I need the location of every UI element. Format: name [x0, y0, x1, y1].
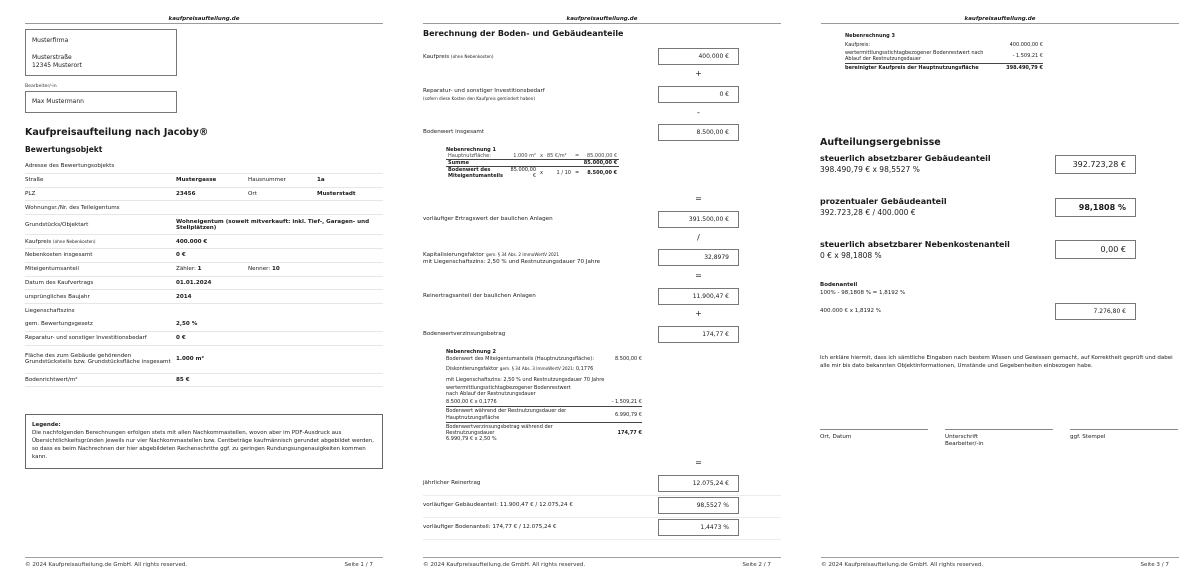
row-label: Nebenkosten insgesamt: [25, 252, 93, 259]
nebenrechnung-2: [446, 349, 642, 442]
street-value: Mustergasse: [176, 177, 217, 184]
row-label: Hausnummer: [248, 177, 286, 184]
page-footer: [821, 557, 1179, 568]
nr1-hnf-result: 85.000,00 €: [586, 153, 618, 159]
sig-label-2: Bearbeiter/-in: [945, 441, 984, 447]
plus-operator: +: [695, 309, 702, 318]
kapfaktor-label: [423, 251, 600, 266]
interest-rate-value: 2,50 %: [176, 321, 198, 328]
nr2-bw-rnd-label: Bodenwert während der Restnutzungsdauer der Hauptnutzungsfläche: [446, 408, 567, 421]
page-number: Seite 3 / 7: [1140, 562, 1169, 568]
row-label: Grundstücks/Objektart: [25, 221, 89, 228]
denominator-value: 10: [272, 266, 280, 273]
reinertrag-value: 12.075,24 €: [658, 475, 739, 492]
row-label: Liegenschaftszins: [25, 308, 75, 315]
table-row: [25, 188, 383, 202]
numerator-value: 1: [197, 266, 202, 273]
page-header-brand: kaufpreisaufteilung.de: [821, 15, 1179, 24]
proz-label: prozentualer Gebäudeanteil: [820, 197, 947, 206]
page-header-brand: kaufpreisaufteilung.de: [25, 15, 383, 24]
calculation-title: Berechnung der Boden- und Gebäudeanteile: [423, 29, 624, 38]
nr1-times: x: [540, 170, 543, 176]
house-number-value: 1a: [317, 177, 325, 184]
row-label: Fläche des zum Gebäude gehörenden Grundstücksteils bzw. Grundstücksfläche insgesamt: [25, 353, 171, 366]
signature-stamp: [1070, 429, 1178, 441]
reinertragsanteil-value: 11.900,47 €: [658, 288, 739, 305]
equals-operator: =: [695, 194, 702, 203]
row-label: Datum des Kaufvertrags: [25, 279, 94, 286]
results-title: Aufteilungsergebnisse: [820, 137, 941, 148]
boden-calc-2: 400.000 € x 1,8192 %: [820, 308, 881, 314]
label-text-2: mit Liegenschaftszins: 2,50 % und Restnutzungsdauer 70 Jahre: [423, 259, 601, 265]
page-2: [398, 0, 798, 580]
nr1-eq: =: [574, 170, 580, 176]
kapfaktor-value: 32,8979: [658, 249, 739, 266]
geb-calc: 398.490,79 € x 98,5527 %: [820, 165, 920, 174]
page-header-brand: kaufpreisaufteilung.de: [423, 15, 781, 24]
nr2-disk-note: gem. § 34 Abs. 3 ImmoWertV 2021:: [499, 366, 575, 372]
table-row: [25, 346, 383, 374]
ancillary-costs-value: 0 €: [176, 252, 186, 259]
sig-label: Unterschrift: [945, 434, 979, 440]
sig-label: Ort, Datum: [820, 434, 852, 440]
label-text: Kaufpreis: [423, 54, 450, 60]
client-address-box: [25, 29, 177, 76]
table-row: [25, 304, 383, 318]
reinertrag-label: jährlicher Reinertrag: [423, 480, 481, 486]
boden-anteil-value: 1,4473 %: [658, 519, 739, 536]
nr3-restwert-value: - 1.509,21 €: [1012, 53, 1043, 59]
row-label: Miteigentumsanteil: [25, 266, 79, 273]
table-row: [25, 160, 383, 174]
table-row: [25, 290, 383, 304]
nr2-bw-rnd-value: 6.990,79 €: [614, 411, 642, 418]
label-note: (sofern diese Kosten den Kaufpreis gemindert haben): [423, 96, 535, 101]
nr2-restwert-value: - 1.509,21 €: [611, 399, 642, 406]
ertragswert-label: vorläufiger Ertragswert der baulichen Anlagen: [423, 216, 553, 222]
copyright: © 2024 Kaufpreisaufteilung.de GmbH. All rights reserved.: [821, 562, 984, 568]
proz-value: 98,1808 %: [1055, 198, 1136, 217]
boden-calc: 100% - 98,1808 % = 1,8192 %: [820, 290, 906, 296]
geb-anteil-label: vorläufiger Gebäudeanteil: 11.900,47 € / 12.075,24 €: [423, 502, 573, 508]
label-text: Reparatur- und sonstiger Investitionsbedarf: [423, 88, 545, 94]
reparatur-value: 0 €: [658, 86, 739, 103]
contract-date-value: 01.01.2024: [176, 279, 212, 286]
land-value-rate: 85 €: [176, 376, 190, 383]
copyright: © 2024 Kaufpreisaufteilung.de GmbH. All rights reserved.: [25, 562, 188, 568]
nr1-bw-base: 85.000,00 €: [510, 167, 536, 179]
nr3-bereinigt-value: 398.490,79 €: [1006, 65, 1043, 71]
proz-calc: 392.723,28 € / 400.000 €: [820, 208, 916, 217]
geb-label: steuerlich absetzbarer Gebäudeanteil: [820, 154, 991, 163]
page-1: [0, 0, 400, 580]
land-area-value: 1.000 m²: [176, 356, 204, 363]
nr2-zins-line: mit Liegenschaftszins: 2,50 % und Restnutzungsdauer 70 Jahre: [446, 376, 605, 383]
nr2-verz-label: Bodenwertverzinsungsbetrag während der Restnutzungsdauer: [446, 423, 553, 437]
geb-value: 392.723,28 €: [1055, 155, 1136, 174]
nr2-restwert-label: wertermittlungsstichtagbezogener Bodenrestwert nach Ablauf der Restnutzungsdauer: [446, 384, 571, 398]
numerator-label: Zähler:: [176, 266, 196, 273]
nr2-bw-label: Bodenwert des Miteigentumanteils (Hauptnutzungsfläche):: [446, 356, 594, 363]
nr1-sum-label: Summe: [448, 160, 469, 166]
table-row: [25, 235, 383, 249]
legend-box: [25, 414, 383, 469]
kaufpreis-label: Kaufpreis: [25, 238, 52, 245]
nr1-bw-label: Bodenwert des Miteigentumanteils: [448, 167, 503, 179]
nebenrechnung-1: [446, 147, 619, 179]
company-name: Musterfirma: [32, 37, 69, 44]
nr2-disk-value: 0,1776: [575, 366, 594, 373]
geb-anteil-value: 98,5527 %: [658, 497, 739, 514]
row-label: PLZ: [25, 190, 36, 197]
nk-calc: 0 € x 98,1808 %: [820, 251, 882, 260]
nr2-restwert-calc: 8.500,00 € x 0,1776: [446, 399, 497, 406]
row-label: Bodenrichtwert/m²: [25, 376, 78, 383]
table-row: [25, 174, 383, 188]
label-note: gem. § 34 Abs. 2 ImmoWertV 2021: [485, 252, 560, 257]
document-title: Kaufpreisaufteilung nach Jacoby®: [25, 127, 209, 138]
nr2-verz-calc: 6.990,79 € x 2,50 %: [446, 436, 497, 443]
nr1-title: Nebenrechnung 1: [446, 147, 496, 153]
plus-operator: +: [695, 69, 702, 78]
table-row: [25, 332, 383, 346]
legend-title: Legende:: [32, 422, 61, 428]
nr1-hnf-label: Hauptnutzfläche:: [448, 153, 491, 159]
property-table: [25, 160, 383, 387]
table-row: [25, 263, 383, 277]
build-year-value: 2014: [176, 293, 192, 300]
nr3-bereinigt-label: bereinigter Kaufpreis der Hauptnutzungsfläche: [845, 65, 979, 71]
table-row: [25, 201, 383, 215]
label-note: (ohne Nebenkosten): [450, 54, 494, 59]
purchase-price-value: 400.000 €: [176, 238, 208, 245]
bearbeiter-field: Max Mustermann: [25, 91, 177, 113]
kaufpreis-label: [423, 53, 493, 61]
denominator-label: Nenner:: [248, 266, 271, 273]
table-row: [25, 374, 383, 388]
divide-operator: /: [697, 233, 700, 242]
nebenrechnung-3: [845, 33, 1043, 71]
nr1-bw-frac: 1 / 10: [556, 170, 571, 176]
reparatur-label: [423, 88, 545, 102]
bodenwert-label: Bodenwert insgesamt: [423, 129, 485, 135]
boden-value: 7.276,80 €: [1055, 303, 1136, 320]
nr2-title: Nebenrechnung 2: [446, 349, 496, 355]
equals-operator: =: [695, 458, 702, 467]
section-title: Bewertungsobjekt: [25, 145, 103, 154]
boden-anteil-label: vorläufiger Bodenanteil: 174,77 € / 12.075,24 €: [423, 524, 557, 530]
row-label: gem. Bewertungsgesetz: [25, 321, 93, 328]
divider: [423, 539, 781, 540]
table-row: [25, 318, 383, 332]
row-label: Ort: [248, 190, 257, 197]
table-row: [25, 215, 383, 235]
label-text: Kapitalisierungsfaktor: [423, 252, 485, 258]
kaufpreis-note: (ohne Nebenkosten): [52, 238, 96, 244]
page-number: Seite 1 / 7: [344, 562, 373, 568]
bwverzinsung-value: 174,77 €: [658, 326, 739, 343]
copyright: © 2024 Kaufpreisaufteilung.de GmbH. All rights reserved.: [423, 562, 586, 568]
city-value: Musterstadt: [317, 190, 356, 197]
row-label: Reparatur- und sonstiger Investitionsbedarf: [25, 335, 147, 342]
kaufpreis-value: 400.000 €: [658, 48, 739, 65]
nr1-bw-result: 8.500,00 €: [587, 170, 618, 176]
page-footer: [423, 557, 781, 568]
row-label: [25, 239, 176, 245]
repair-costs-value: 0 €: [176, 335, 186, 342]
bearbeiter-label: Bearbeiter/-in: [25, 84, 57, 89]
page-3: [796, 0, 1196, 580]
divider: [423, 495, 781, 496]
nr3-restwert-label: wertermittlungsstichtagbezogener Bodenrestwert nach Ablauf der Restnutzungsdauer: [845, 50, 984, 62]
declaration-text: Ich erkläre hiermit, dass ich sämtliche Eingaben nach bestem Wissen und Gewissen gemacht, auf Korrektheit geprüft und dabei alle mir bis dato bekannten Objektinformationen, Umstände und Gegebenheiten einbezogen habe.: [820, 355, 1173, 369]
table-row: [25, 277, 383, 291]
row-label: Straße: [25, 177, 44, 184]
denominator: [248, 266, 317, 272]
object-type-value: Wohneigentum (soweit mitverkauft: inkl. Tief-, Garagen- und Stellplätzen): [176, 218, 370, 231]
sig-label: ggf. Stempel: [1070, 434, 1106, 440]
equals-operator: =: [695, 271, 702, 280]
boden-label: Bodenanteil: [820, 282, 858, 288]
reinertragsanteil-label: Reinertragsanteil der baulichen Anlagen: [423, 293, 536, 299]
nr3-kaufpreis-value: 400.000,00 €: [1009, 42, 1043, 48]
company-street: Musterstraße: [32, 53, 72, 61]
nr1-hnf-rate: 85 €/m²: [546, 153, 567, 159]
minus-operator: -: [697, 108, 700, 117]
nr3-title: Nebenrechnung 3: [845, 33, 895, 39]
nk-value: 0,00 €: [1055, 240, 1136, 259]
row-label: Wohnungsr./Nr. des Teileigentums: [25, 204, 120, 211]
page-footer: [25, 557, 383, 568]
signature-place-date: [820, 429, 928, 441]
table-row: [25, 249, 383, 263]
company-city: 12345 Musterort: [32, 62, 82, 69]
signature-bearbeiter: [945, 429, 1053, 448]
row-label: Adresse des Bewertungsobjekts: [25, 163, 115, 170]
ertragswert-value: 391.500,00 €: [658, 211, 739, 228]
nr1-eq: =: [574, 153, 580, 159]
bwverzinsung-label: Bodenwertverzinsungsbetrag: [423, 331, 506, 337]
nr2-verz-value: 174,77 €: [617, 430, 642, 437]
page-number: Seite 2 / 7: [742, 562, 771, 568]
plz-value: 23456: [176, 190, 196, 197]
legend-text: Die nachfolgenden Berechnungen erfolgen stets mit allen Nachkommastellen, wovon aber im PDF-Ausdruck aus Übersichtlichkeitsgründen jeweils nur vier Nachkommastellen bzw. Centbeträge kaufmännisch gerundet abgebildet werden, so dass es beim Nachrechnen der hier abgebildeten Rechenschritte ggf. zu geringen Rundungsungenauigkeiten kommen kann.: [32, 430, 375, 460]
nr3-kaufpreis-label: Kaufpreis:: [845, 42, 871, 48]
nr1-hnf-area: 1.000 m²: [513, 153, 536, 159]
numerator: [176, 266, 248, 272]
bodenwert-value: 8.500,00 €: [658, 124, 739, 141]
nk-label: steuerlich absetzbarer Nebenkostenanteil: [820, 240, 1010, 249]
divider: [423, 517, 781, 518]
nr1-times: x: [540, 153, 543, 159]
nr1-sum-value: 85.000,00 €: [583, 160, 618, 166]
nr2-bw-value: 8.500,00 €: [614, 356, 642, 363]
row-label: ursprüngliches Baujahr: [25, 293, 90, 300]
nr2-verz-label-block: [446, 424, 571, 443]
nr2-disk-label: Diskontierungsfaktor: [446, 366, 499, 373]
